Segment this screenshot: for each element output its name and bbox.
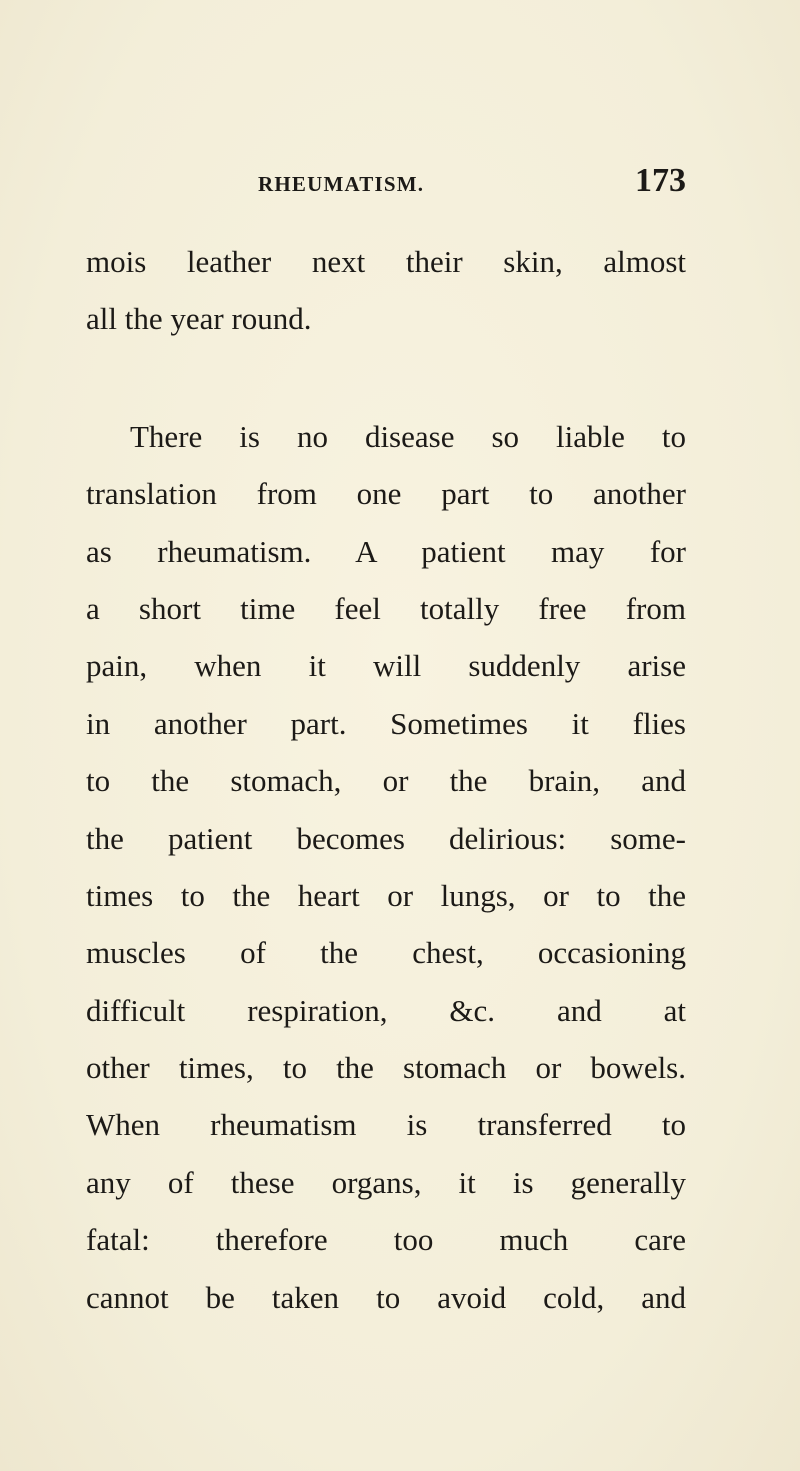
text-line: cannot be taken to avoid cold, and (86, 1279, 686, 1315)
body-text (86, 233, 686, 1326)
running-head (86, 162, 686, 202)
text-line: translation from one part to another (86, 476, 686, 512)
text-line: other times, to the stomach or bowels. (86, 1050, 686, 1086)
text-line: the patient becomes delirious: some- (86, 820, 686, 856)
text-line: any of these organs, it is generally (86, 1164, 686, 1200)
paragraph-2 (86, 408, 686, 1326)
text-line: pain, when it will suddenly arise (86, 648, 686, 684)
text-line: muscles of the chest, occasioning (86, 935, 686, 971)
text-line: When rheumatism is transferred to (86, 1107, 686, 1143)
text-line: mois leather next their skin, almost (86, 244, 686, 279)
text-line: a short time feel totally free from (86, 590, 686, 626)
text-line: all the year round. (86, 301, 312, 337)
text-line: difficult respiration, &c. and at (86, 992, 686, 1028)
running-title: RHEUMATISM. (258, 172, 425, 196)
text-line: as rheumatism. A patient may for (86, 533, 686, 569)
paragraph-1 (86, 233, 686, 348)
text-line: times to the heart or lungs, or to the (86, 877, 686, 913)
text-line: fatal: therefore too much care (86, 1222, 686, 1258)
text-line: in another part. Sometimes it flies (86, 705, 686, 741)
text-line: There is no disease so liable to (130, 418, 686, 454)
page-number: 173 (635, 162, 686, 199)
text-line: to the stomach, or the brain, and (86, 763, 686, 799)
